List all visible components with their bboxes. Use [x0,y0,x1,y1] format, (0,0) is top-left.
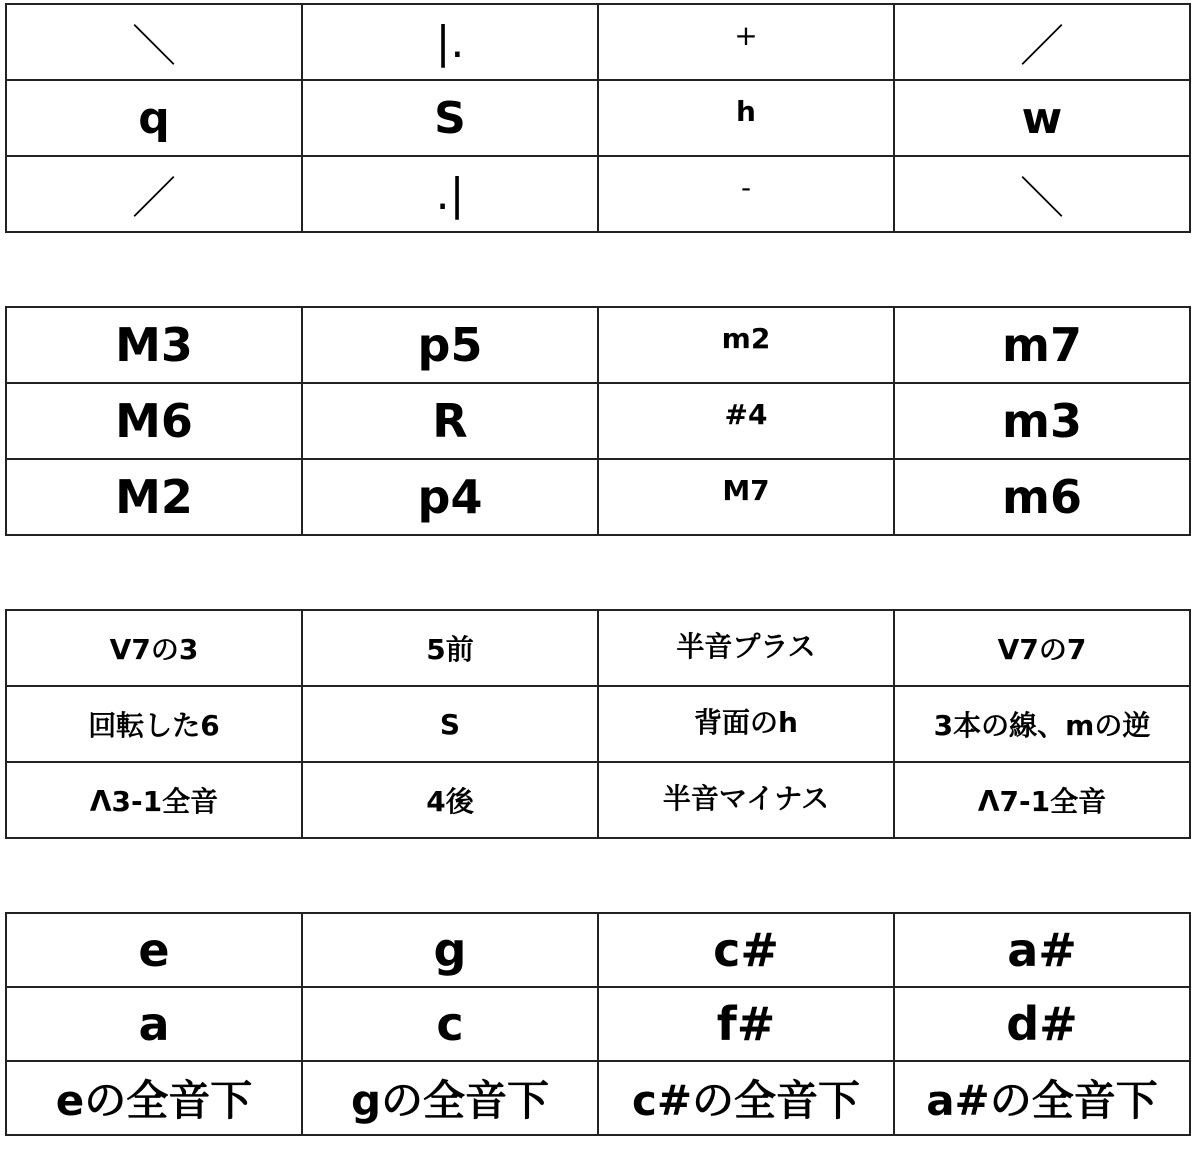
table-cell: c [302,987,598,1061]
table-cell: a#の全音下 [894,1061,1190,1135]
table-cell: V7の7 [894,610,1190,686]
table-row [6,987,1190,1061]
table-cell: ／ [894,4,1190,80]
table-cell: a# [894,913,1190,987]
table-cell: V7の3 [6,610,302,686]
table-cell: d# [894,987,1190,1061]
table-cell: c# [598,913,894,987]
table-cell: Λ7-1全音 [894,762,1190,838]
table-cell: M3 [6,307,302,383]
table-cell: 3本の線、mの逆 [894,686,1190,762]
interval-table [5,306,1191,536]
table-cell: #4 [598,383,894,459]
table-cell: gの全音下 [302,1061,598,1135]
table-cell: .| [302,156,598,232]
table-row [6,80,1190,156]
description-table [5,609,1191,839]
table-cell: h [598,80,894,156]
table-cell: e [6,913,302,987]
table-cell: 4後 [302,762,598,838]
table-row [6,610,1190,686]
table-cell: m6 [894,459,1190,535]
table-cell: - [598,156,894,232]
table-row [6,4,1190,80]
table-row [6,307,1190,383]
table-row [6,762,1190,838]
table-cell: m3 [894,383,1190,459]
table-cell: M6 [6,383,302,459]
table-cell: g [302,913,598,987]
table-row [6,383,1190,459]
table-cell: 半音プラス [598,610,894,686]
table-cell: m7 [894,307,1190,383]
table-cell: R [302,383,598,459]
table-cell: Λ3-1全音 [6,762,302,838]
table-row [6,686,1190,762]
table-row [6,1061,1190,1135]
table-cell: S [302,686,598,762]
table-cell: S [302,80,598,156]
table-cell: M7 [598,459,894,535]
table-cell: ＼ [894,156,1190,232]
table-cell: q [6,80,302,156]
table-cell: 背面のh [598,686,894,762]
table-row [6,459,1190,535]
table-row [6,156,1190,232]
table-cell: w [894,80,1190,156]
table-row [6,913,1190,987]
table-cell: p4 [302,459,598,535]
table-cell: + [598,4,894,80]
table-cell: ／ [6,156,302,232]
table-cell: |. [302,4,598,80]
table-cell: c#の全音下 [598,1061,894,1135]
table-cell: 半音マイナス [598,762,894,838]
table-cell: ＼ [6,4,302,80]
table-cell: a [6,987,302,1061]
table-cell: 5前 [302,610,598,686]
table-cell: eの全音下 [6,1061,302,1135]
table-cell: p5 [302,307,598,383]
symbol-table [5,3,1191,233]
table-cell: M2 [6,459,302,535]
note-table [5,912,1191,1136]
table-cell: m2 [598,307,894,383]
table-cell: f# [598,987,894,1061]
table-cell: 回転した6 [6,686,302,762]
